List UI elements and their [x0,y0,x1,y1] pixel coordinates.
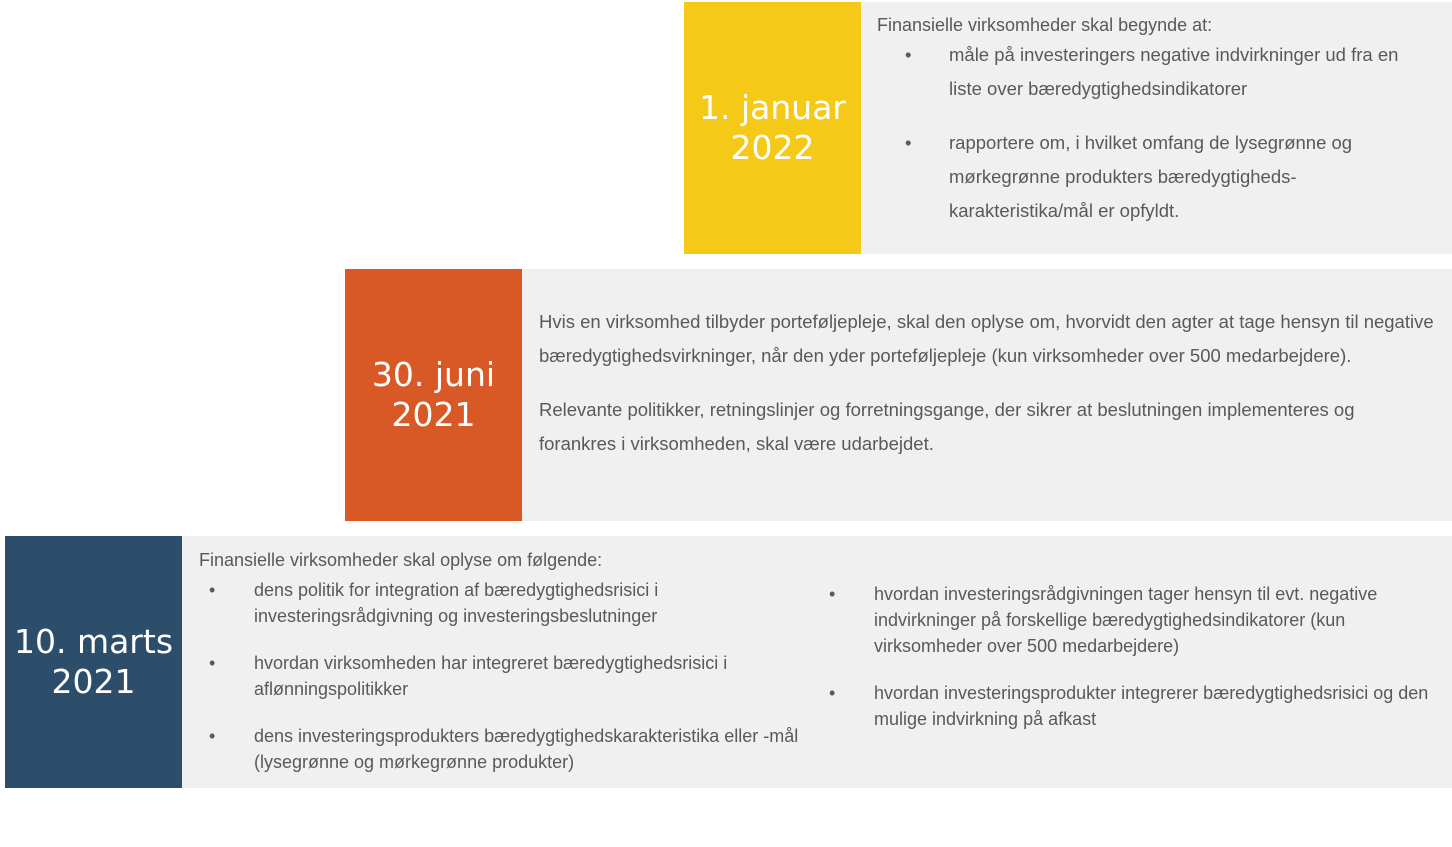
bullet-list [199,577,819,775]
list-item [877,126,1436,228]
date-line1: 30. juni [371,355,496,394]
list-item [819,581,1429,659]
right-column [819,577,1429,775]
date-box-jun-2021 [345,269,522,521]
bullet-dot: • [905,44,912,65]
date-box-jan-2022 [684,2,861,254]
date-line1: 1. januar [699,88,846,127]
bullet-list [819,581,1429,732]
list-item [199,723,819,775]
bullet-dot: • [209,653,216,673]
panel-jun-2021 [522,269,1452,521]
list-item [819,680,1429,732]
bullet-dot: • [209,580,216,600]
date-line2: 2021 [51,662,136,701]
bullet-dot: • [829,584,836,604]
bullet-text: dens politik for integration af bæredygtighedsrisici i investeringsrådgivning og investeringsbeslutninger [254,580,659,626]
date-line1: 10. marts [13,622,174,661]
bullet-text: dens investeringsprodukters bæredygtighedskarakteristika eller -mål (lysegrønne og mørkegrønne produkter) [254,726,799,772]
bullet-text: hvordan investeringsrådgivningen tager hensyn til evt. negative indvirkninger på forskellige bæredygtighedsindikatorer (kun virksomheder over 500 medarbejdere) [874,584,1378,656]
bullet-text: hvordan investeringsprodukter integrerer bæredygtighedsrisici og den mulige indvirkning på afkast [874,683,1429,729]
bullet-list [877,38,1436,228]
panel-mar-2021 [182,536,1452,788]
left-column [199,577,819,775]
date-box-mar-2021 [5,536,182,788]
list-item [199,650,819,702]
panel-jan-2022 [861,2,1452,254]
bullet-text: hvordan virksomheden har integreret bæredygtighedsrisici i aflønningspolitikker [254,653,728,699]
bullet-text: måle på investeringers negative indvirkninger ud fra en liste over bæredygtighedsindikatorer [949,44,1399,99]
date-line2: 2021 [391,395,476,434]
two-column-list [199,577,1436,775]
list-item [877,38,1436,106]
bullet-dot: • [905,132,912,153]
date-line2: 2022 [730,128,815,167]
bullet-dot: • [209,726,216,746]
bullet-dot: • [829,683,836,703]
list-item [199,577,819,629]
bullet-text: rapportere om, i hvilket omfang de lysegrønne og mørkegrønne produkters bæredygtigheds-karakteristika/mål er opfyldt. [949,132,1353,221]
panel-intro: Finansielle virksomheder skal oplyse om følgende: [199,550,603,570]
panel-intro: Finansielle virksomheder skal begynde at: [877,15,1213,35]
paragraph: Relevante politikker, retningslinjer og forretningsgange, der sikrer at beslutningen implementeres og forankres i virksomheden, skal være udarbejdet. [539,399,1355,454]
paragraph: Hvis en virksomhed tilbyder porteføljepleje, skal den oplyse om, hvorvidt den agter at tage hensyn til negative bæredygtighedsvirkninger, når den yder porteføljepleje (kun virksomheder over 500 medarbejdere). [539,311,1434,366]
